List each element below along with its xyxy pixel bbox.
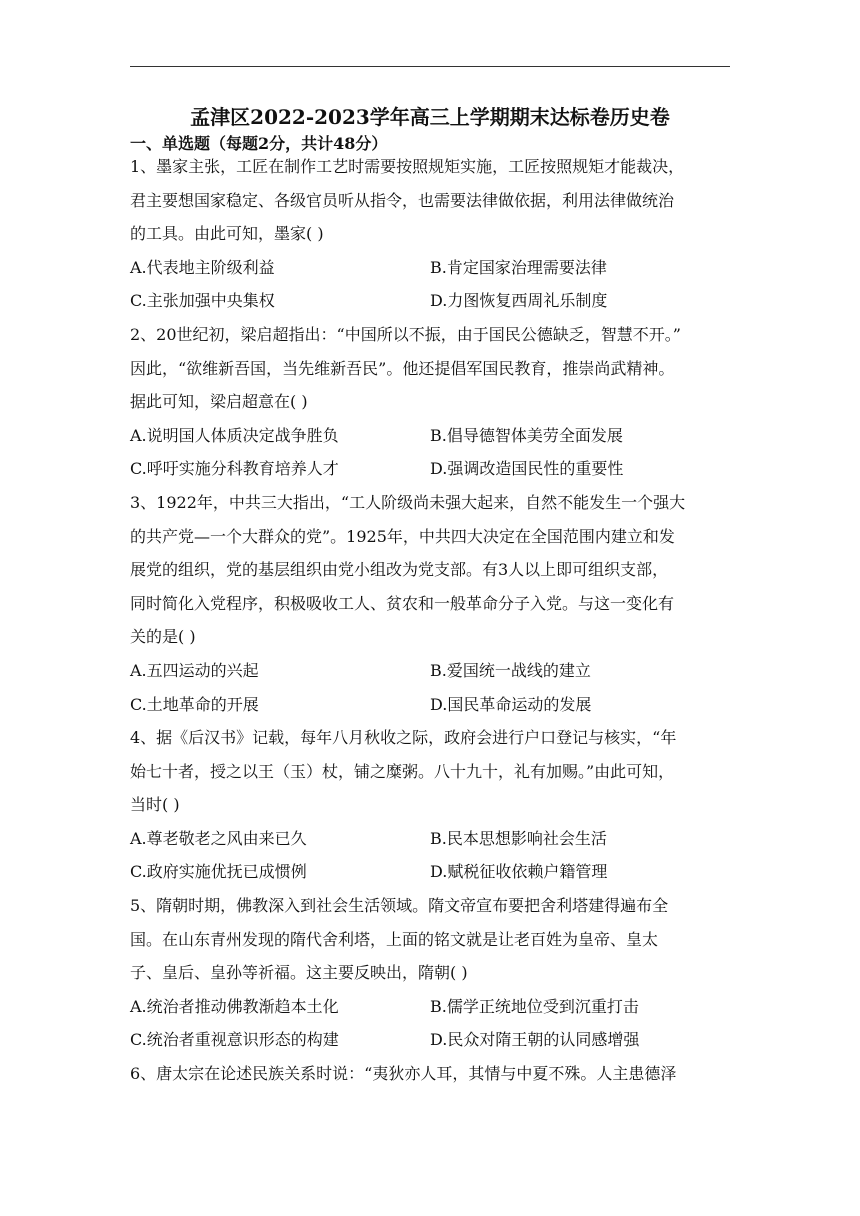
- question-2-line-2: 因此，“欲维新吾国，当先维新吾民”。他还提倡军国民教育，推崇尚武精神。: [130, 358, 675, 378]
- question-5: [130, 889, 730, 1057]
- question-4-option-a: A.尊老敬老之风由来已久: [130, 828, 307, 848]
- question-1: [130, 150, 730, 318]
- question-5-options-row-2: [130, 1023, 730, 1057]
- question-4-option-b: B.民本思想影响社会生活: [430, 828, 607, 848]
- question-4-option-d: D.赋税征收依赖户籍管理: [430, 862, 608, 882]
- question-5-option-a: A.统治者推动佛教渐趋本土化: [130, 996, 339, 1016]
- question-3-options-row-2: [130, 688, 730, 722]
- question-5-option-b: B.儒学正统地位受到沉重打击: [430, 996, 639, 1016]
- question-3-option-b: B.爱国统一战线的建立: [430, 660, 591, 680]
- question-body: [130, 150, 730, 1091]
- question-1-options-row-2: [130, 284, 730, 318]
- question-6: [130, 1057, 730, 1091]
- question-6-line-1: 6、唐太宗在论述民族关系时说：“夷狄亦人耳，其情与中夏不殊。人主患德泽: [130, 1064, 677, 1084]
- question-3-option-d: D.国民革命运动的发展: [430, 694, 592, 714]
- question-5-option-c: C.统治者重视意识形态的构建: [130, 1030, 339, 1050]
- question-4-line-1: 4、据《后汉书》记载，每年八月秋收之际，政府会进行户口登记与核实，“年: [130, 728, 677, 748]
- question-1-option-d: D.力图恢复西周礼乐制度: [430, 291, 608, 311]
- section-heading: 一、单选题（每题2分，共计48分）: [130, 134, 388, 153]
- question-1-line-1: 1、墨家主张，工匠在制作工艺时需要按照规矩实施，工匠按照规矩才能裁决，: [130, 157, 685, 176]
- question-1-line-3: 的工具。由此可知，墨家( ): [130, 224, 324, 244]
- question-2-line-3: 据此可知，梁启超意在( ): [130, 392, 308, 412]
- question-5-line-3: 子、皇后、皇孙等祈福。这主要反映出，隋朝( ): [130, 963, 468, 983]
- question-1-option-b: B.肯定国家治理需要法律: [430, 257, 607, 277]
- question-3-line-3: 展党的组织，党的基层组织由党小组改为党支部。有3人以上即可组织支部，: [130, 560, 669, 580]
- question-2-option-a: A.说明国人体质决定战争胜负: [130, 425, 339, 445]
- question-4: [130, 721, 730, 889]
- question-2-line-1: 2、20世纪初，梁启超指出：“中国所以不振，由于国民公德缺乏，智慧不开。”: [130, 324, 681, 344]
- question-2-option-d: D.强调改造国民性的重要性: [430, 459, 624, 479]
- question-5-options-row-1: [130, 990, 730, 1024]
- header-rule: [130, 66, 730, 67]
- question-4-line-2: 始七十者，授之以王（玉）杖，铺之糜粥。八十九十，礼有加赐。”由此可知，: [130, 761, 675, 781]
- question-4-options-row-1: [130, 822, 730, 856]
- exam-title: 孟津区2022-2023学年高三上学期期末达标卷历史卷: [190, 105, 670, 129]
- question-3-line-5: 关的是( ): [130, 627, 196, 647]
- question-1-option-a: A.代表地主阶级利益: [130, 257, 275, 277]
- question-5-line-2: 国。在山东青州发现的隋代舍利塔，上面的铭文就是让老百姓为皇帝、皇太: [130, 929, 659, 949]
- question-2-options-row-2: [130, 452, 730, 486]
- question-1-line-2: 君主要想国家稳定、各级官员听从指令，也需要法律做依据，利用法律做统治: [130, 190, 675, 210]
- question-5-option-d: D.民众对隋王朝的认同感增强: [430, 1030, 640, 1050]
- question-3: [130, 486, 730, 721]
- question-2-option-c: C.呼吁实施分科教育培养人才: [130, 459, 339, 479]
- question-3-line-4: 同时简化入党程序，积极吸收工人、贫农和一般革命分子入党。与这一变化有: [130, 593, 675, 613]
- question-3-option-a: A.五四运动的兴起: [130, 660, 259, 680]
- question-1-option-c: C.主张加强中央集权: [130, 291, 275, 311]
- question-3-line-1: 3、1922年，中共三大指出，“工人阶级尚未强大起来，自然不能发生一个强大: [130, 492, 686, 512]
- question-2-options-row-1: [130, 419, 730, 453]
- question-2-option-b: B.倡导德智体美劳全面发展: [430, 425, 623, 445]
- question-3-option-c: C.土地革命的开展: [130, 694, 259, 714]
- question-1-options-row-1: [130, 251, 730, 285]
- question-2: [130, 318, 730, 486]
- question-3-line-2: 的共产党—一个大群众的党”。1925年，中共四大决定在全国范围内建立和发: [130, 526, 675, 546]
- question-3-options-row-1: [130, 654, 730, 688]
- question-4-option-c: C.政府实施优抚已成惯例: [130, 862, 307, 882]
- question-5-line-1: 5、隋朝时期，佛教深入到社会生活领域。隋文帝宣布要把舍利塔建得遍布全: [130, 896, 669, 916]
- question-4-line-3: 当时( ): [130, 795, 180, 815]
- question-4-options-row-2: [130, 855, 730, 889]
